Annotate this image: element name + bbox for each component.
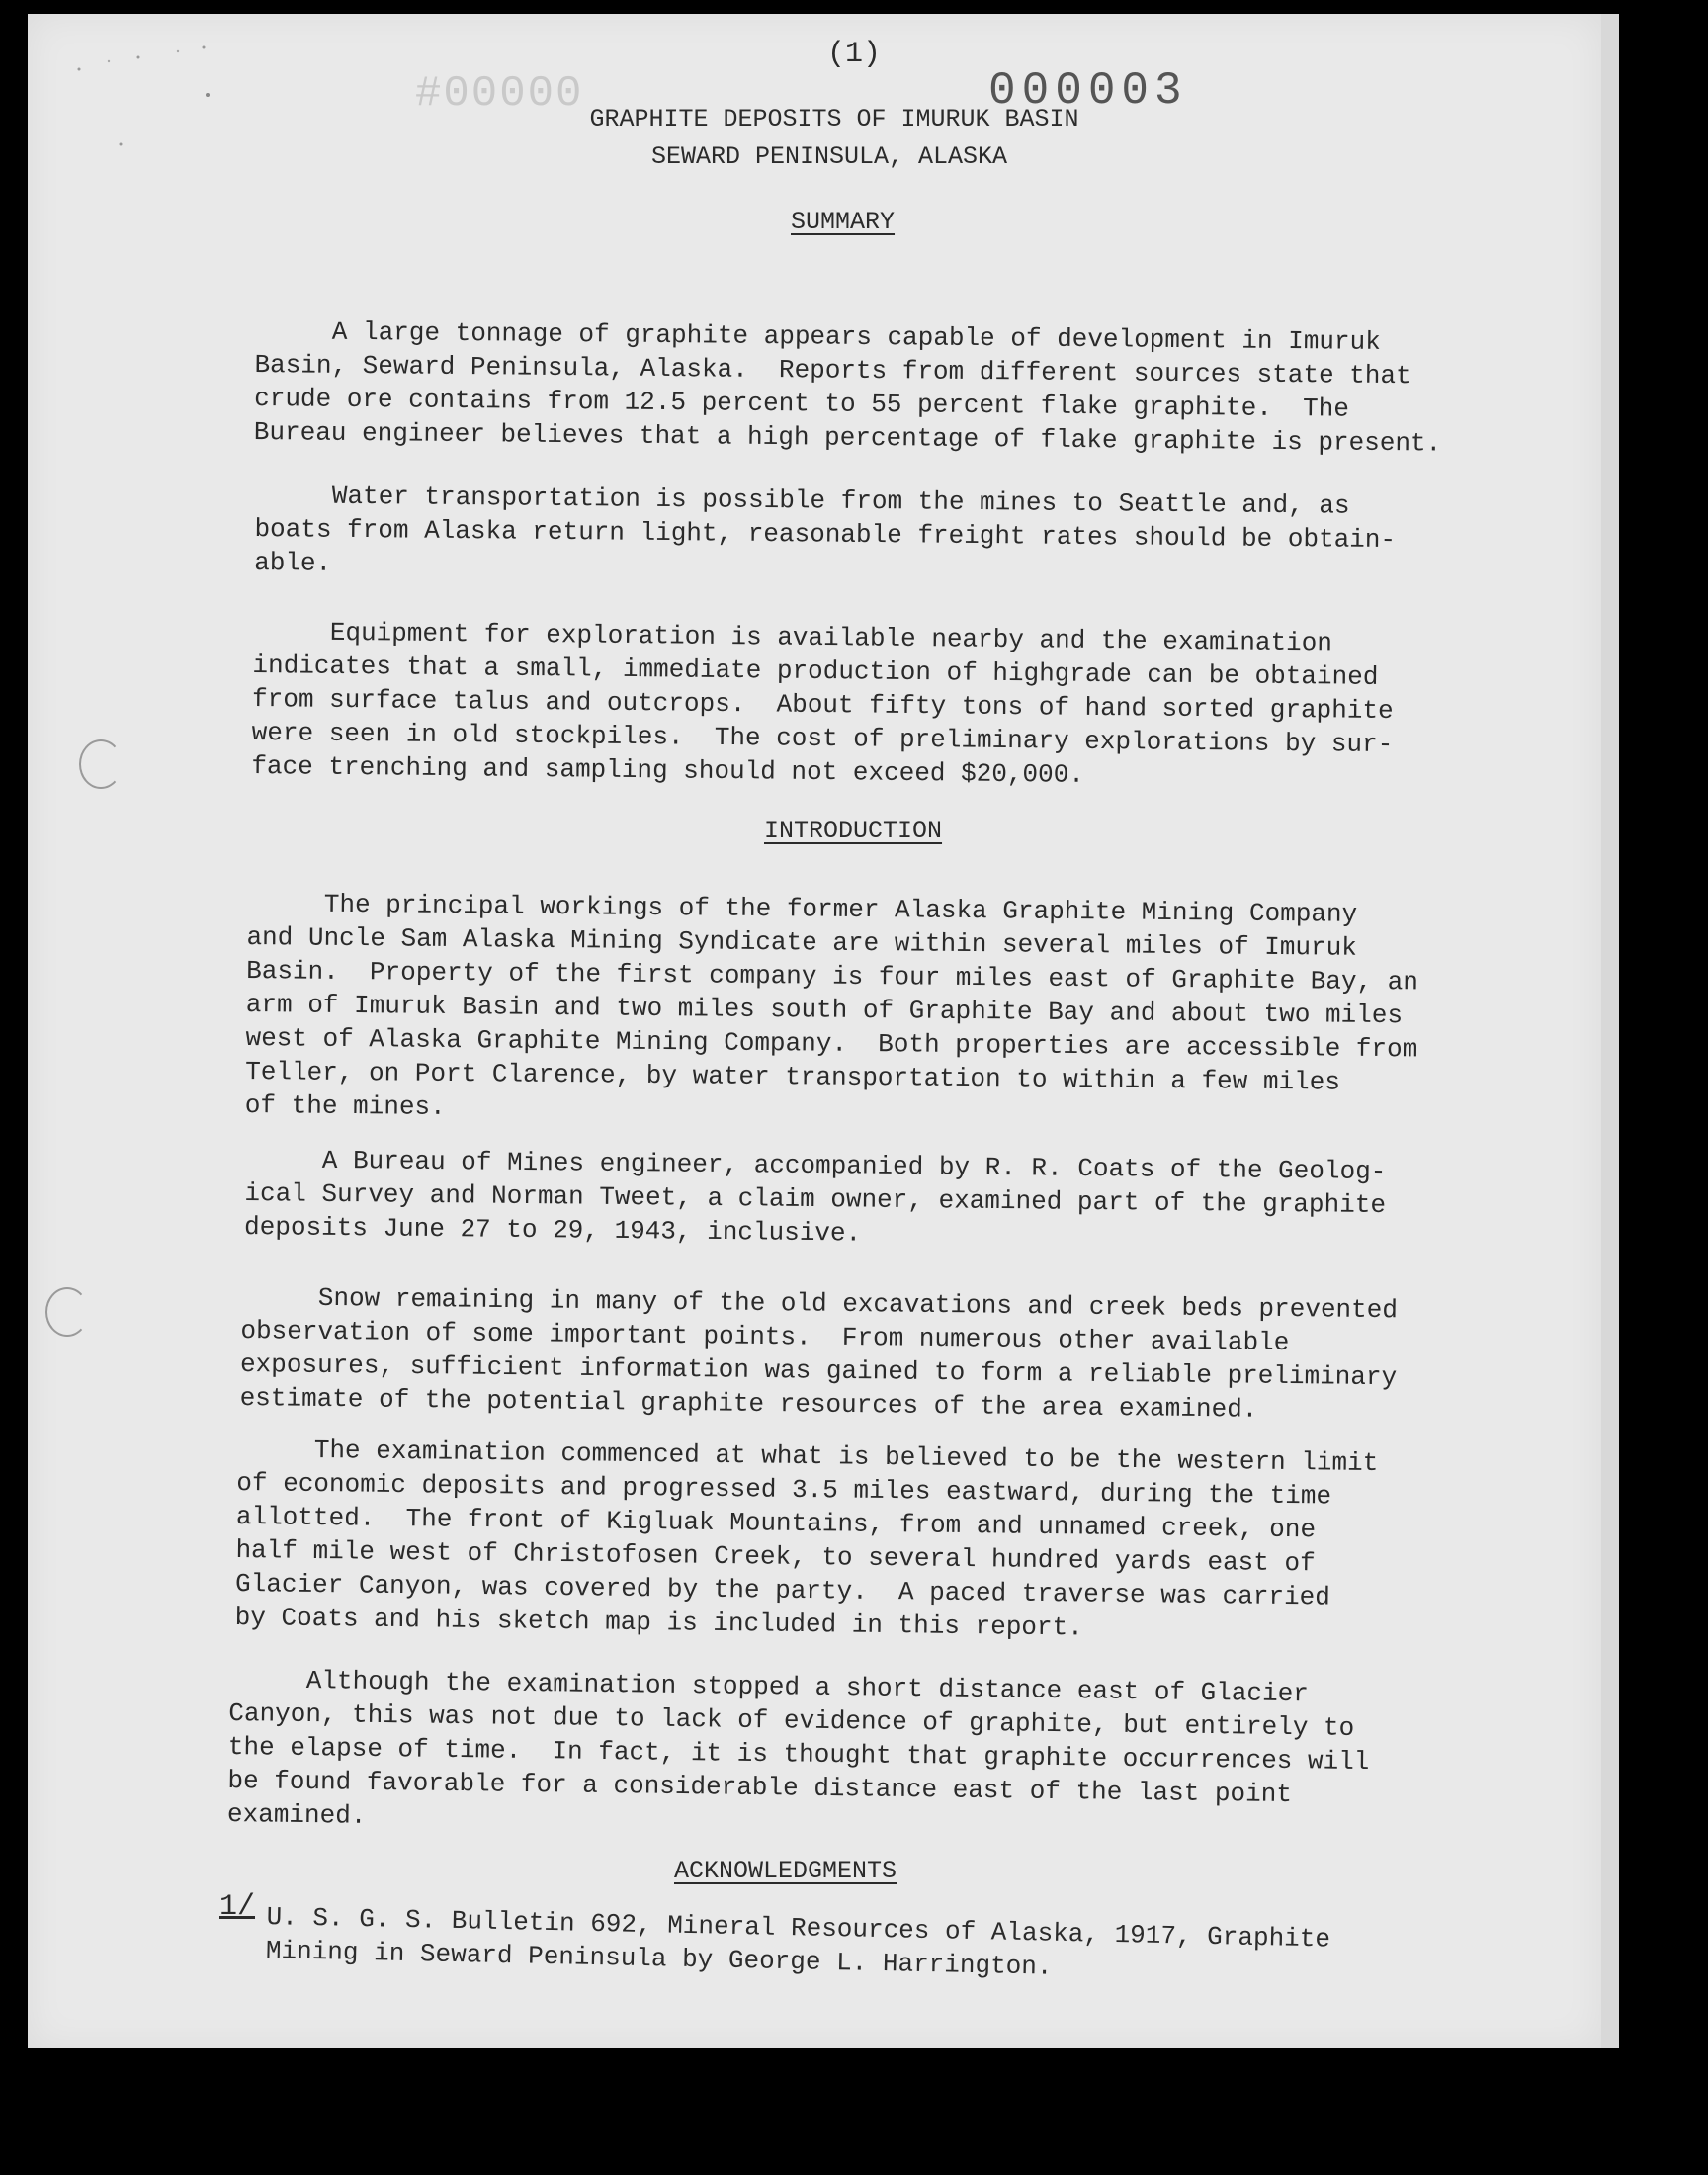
paragraph: Equipment for exploration is available nearby and the examination indicates that a small, immediate production of highgrade can be obtained from surface talus and outcrops. About fifty tons of hand sorted graphite were seen in old stockpiles. The cost of preliminary explorations by sur- face trenching and sampling should not exceed $20,000. <box>251 616 1394 790</box>
paragraph: A Bureau of Mines engineer, accompanied by R. R. Coats of the Geolog- ical Survey and Norman Tweet, a claim owner, examined part of the graphite deposits June 27 to 29, 1943, inclusive. <box>243 1144 1387 1249</box>
punch-hole-mark <box>45 1287 89 1337</box>
page-number: (1) <box>826 38 881 71</box>
footnote-text: U. S. G. S. Bulletin 692, Mineral Resources of Alaska, 1917, Graphite Mining in Seward Peninsula by George L. Harrington. <box>265 1901 1331 1982</box>
document-title: GRAPHITE DEPOSITS OF IMURUK BASIN <box>589 105 1079 133</box>
paragraph: The principal workings of the former Alaska Graphite Mining Company and Uncle Sam Alaska Mining Syndicate are within several miles of Imuruk Basin. Property of the first company is four miles east of Graphite Bay, an arm of Imuruk Basin and two miles south of Graphite Bay and about two miles west of Alaska Graphite Mining Company. Both properties are accessible from Teller, on Port Clarence, by water transportation to within a few miles of the mines. <box>244 888 1419 1122</box>
section-heading-acknowledgments: ACKNOWLEDGMENTS <box>674 1857 897 1885</box>
section-heading-summary: SUMMARY <box>791 208 896 236</box>
paragraph: Water transportation is possible from the mines to Seattle and, as boats from Alaska return light, reasonable freight rates should be obtain- able. <box>254 479 1397 578</box>
paragraph: Snow remaining in many of the old excavations and creek beds prevented observation of some important points. From numerous other available exposures, sufficient information was gained to form a reliable preliminary estimate of the potential graphite resources of the area examined. <box>239 1281 1399 1425</box>
document-number-stamp: 000003 <box>988 65 1188 117</box>
page-edge <box>1601 14 1619 2048</box>
paragraph: The examination commenced at what is believed to be the western limit of economic deposits and progressed 3.5 miles eastward, during the time allotted. The front of Kigluak Mountains, from and unnamed creek, one half mile west of Christofosen Creek, to several hundred yards east of Glacier Canyon, was covered by the party. A paced traverse was carried by Coats and his sketch map is included in this report. <box>234 1434 1379 1643</box>
document-subtitle: SEWARD PENINSULA, ALASKA <box>650 142 1008 171</box>
faint-stamp: #00000 <box>415 69 584 119</box>
punch-hole-mark <box>79 740 123 789</box>
footnote-marker: 1/ <box>219 1890 256 1924</box>
section-heading-introduction: INTRODUCTION <box>764 817 943 845</box>
paragraph: Although the examination stopped a short distance east of Glacier Canyon, this was not due to lack of evidence of graphite, but entirely to the elapse of time. In fact, it is thought that graphite occurrences will be found favorable for a considerable distance east of the last point examined. <box>226 1664 1370 1831</box>
paragraph: A large tonnage of graphite appears capable of development in Imuruk Basin, Seward Peninsula, Alaska. Reports from different sources state that crude ore contains from 12.5 percent to 55 percent flake graphite. The Bureau engineer believes that a high percentage of flake graphite is present. <box>253 315 1442 459</box>
scan-bottom-strip <box>0 2076 1708 2175</box>
